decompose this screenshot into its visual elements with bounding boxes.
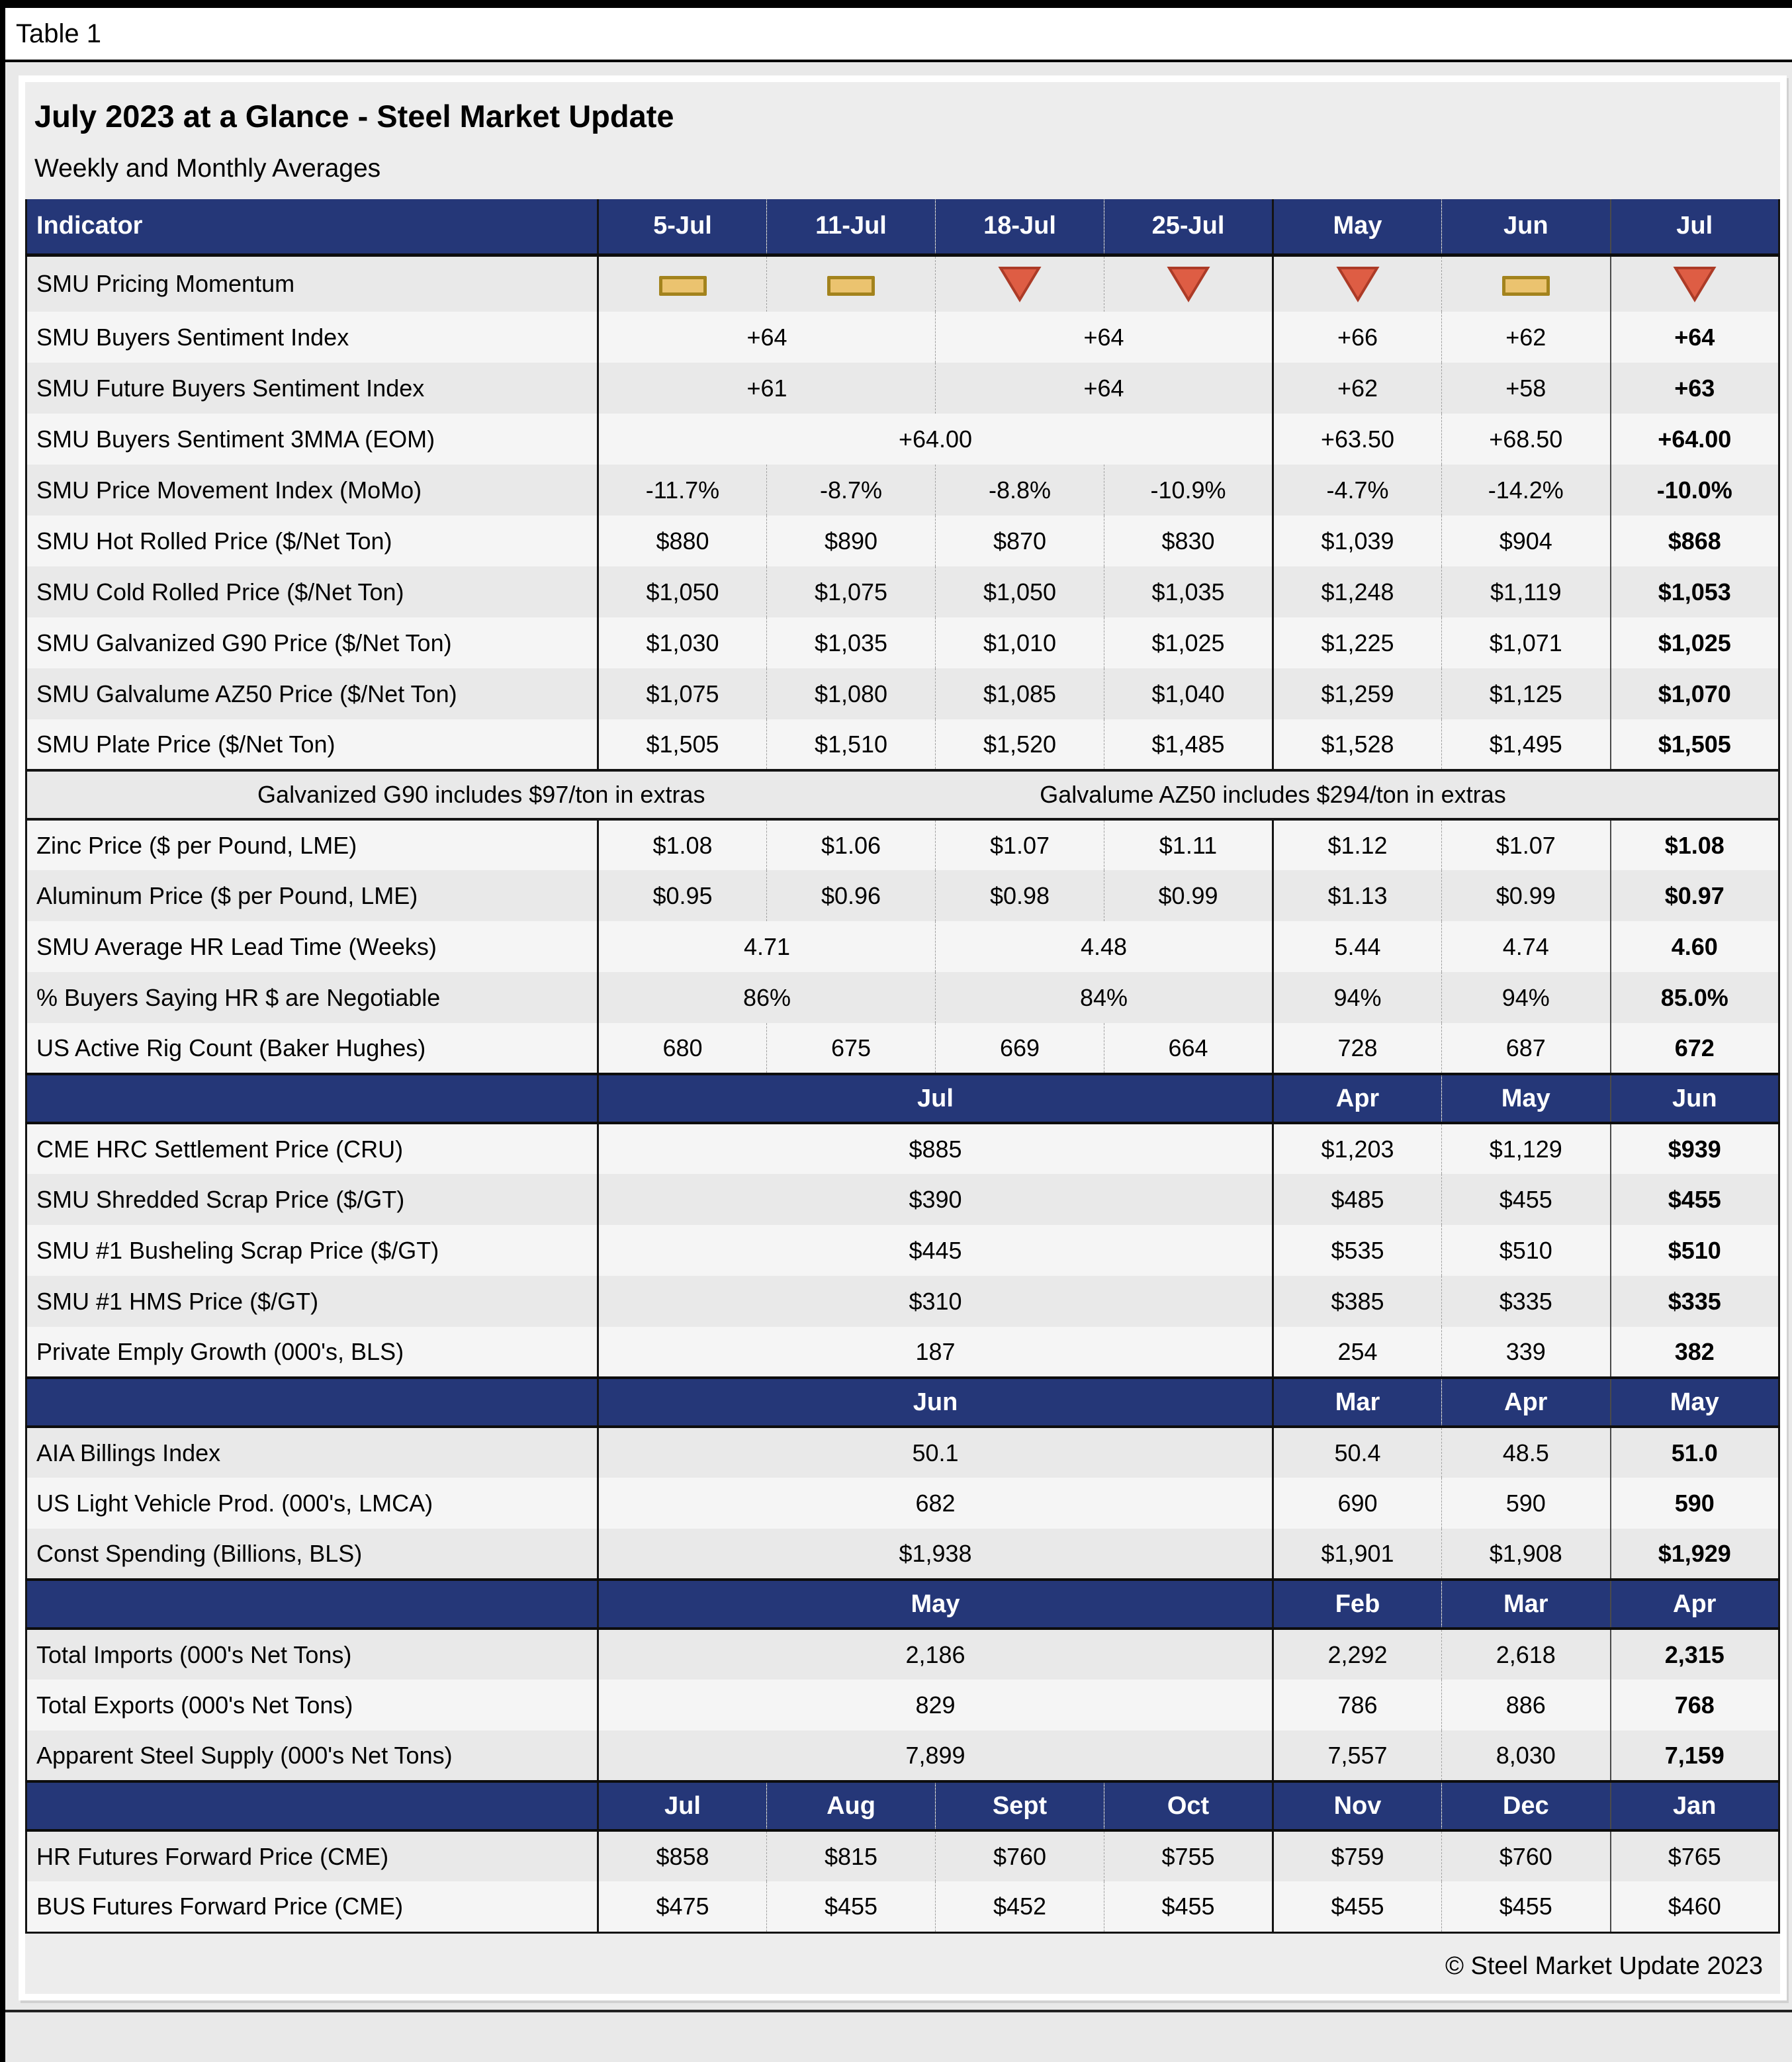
row-label: SMU Galvanized G90 Price ($/Net Ton) [26,617,598,668]
value-cell: $1,035 [767,617,936,668]
value-cell: $310 [598,1276,1273,1327]
row-label [26,1378,598,1427]
value-cell: $335 [1611,1276,1779,1327]
value-cell: 4.48 [936,921,1273,972]
value-cell: +64 [936,312,1273,363]
period-header-cell: Apr [1442,1378,1611,1427]
page-title: July 2023 at a Glance - Steel Market Update [34,99,674,134]
table-row [26,414,1779,465]
value-cell: $485 [1273,1174,1442,1225]
section-header-row [26,1074,1779,1123]
glance-table-body [26,199,1779,1932]
momentum-down-icon [1167,265,1210,303]
value-cell: $1,050 [936,566,1104,617]
table-row [26,1529,1779,1580]
value-cell: $0.95 [598,870,767,921]
value-cell: $1.08 [598,819,767,870]
row-label: HR Futures Forward Price (CME) [26,1830,598,1881]
value-cell: $1,071 [1442,617,1611,668]
value-cell: +61 [598,363,936,414]
value-cell: $1,129 [1442,1123,1611,1174]
glance-table [25,199,1780,1934]
value-cell: $1,248 [1273,566,1442,617]
table-tab-strip [5,8,1792,62]
value-cell: 590 [1442,1478,1611,1529]
value-cell: $1.06 [767,819,936,870]
value-cell: +64 [598,312,936,363]
row-label: SMU Average HR Lead Time (Weeks) [26,921,598,972]
value-cell: -14.2% [1442,465,1611,516]
period-header-cell: Jun [1442,199,1611,255]
value-cell: $510 [1611,1225,1779,1276]
table-row [26,1123,1779,1174]
value-cell: $1,025 [1104,617,1273,668]
table-row [26,1327,1779,1378]
value-cell: 50.1 [598,1427,1273,1478]
table-row [26,668,1779,719]
period-header-cell: 25-Jul [1104,199,1273,255]
value-cell: +64.00 [598,414,1273,465]
value-cell: $1,505 [598,719,767,770]
glance-card [19,75,1787,2000]
table-row [26,870,1779,921]
value-cell: $0.97 [1611,870,1779,921]
row-label: SMU Price Movement Index (MoMo) [26,465,598,516]
period-header-cell: Sept [936,1781,1104,1830]
period-header-cell: 18-Jul [936,199,1104,255]
period-header-cell: Jul [1611,199,1779,255]
value-cell: $475 [598,1881,767,1932]
extras-note-row [26,770,1779,819]
table-row [26,1478,1779,1529]
section-header-row [26,1781,1779,1830]
copyright-note: © Steel Market Update 2023 [1445,1951,1763,1980]
value-cell: -11.7% [598,465,767,516]
value-cell: $0.99 [1442,870,1611,921]
momentum-neutral-icon [1502,276,1550,296]
table-row [26,1730,1779,1781]
value-cell: 382 [1611,1327,1779,1378]
table-row [26,819,1779,870]
table-tab-label: Table 1 [16,19,101,48]
table-row [26,312,1779,363]
row-label: Total Exports (000's Net Tons) [26,1680,598,1730]
period-header-cell: May [598,1580,1273,1629]
value-cell: $1,938 [598,1529,1273,1580]
value-cell: $455 [767,1881,936,1932]
momentum-cell [1442,255,1611,312]
table-row [26,972,1779,1023]
momentum-cell [1611,255,1779,312]
value-cell: $1,485 [1104,719,1273,770]
value-cell: $1.07 [936,819,1104,870]
page-subtitle: Weekly and Monthly Averages [34,154,381,183]
table-row [26,1629,1779,1680]
value-cell: $885 [598,1123,1273,1174]
value-cell: $455 [1442,1881,1611,1932]
momentum-down-icon [1673,265,1717,303]
glance-card-inner [25,82,1780,1994]
momentum-cell [598,255,767,312]
table-row [26,1276,1779,1327]
value-cell: $1,035 [1104,566,1273,617]
row-label: SMU Galvalume AZ50 Price ($/Net Ton) [26,668,598,719]
period-header-cell: May [1273,199,1442,255]
momentum-down-icon [998,265,1042,303]
table-row [26,1830,1779,1881]
value-cell: $455 [1104,1881,1273,1932]
momentum-cell [767,255,936,312]
value-cell: $1,040 [1104,668,1273,719]
row-label: US Active Rig Count (Baker Hughes) [26,1023,598,1074]
page-bottom-rule [5,2010,1792,2012]
value-cell: 254 [1273,1327,1442,1378]
table-row [26,465,1779,516]
value-cell: +62 [1273,363,1442,414]
value-cell: $904 [1442,516,1611,566]
table-row [26,1881,1779,1932]
value-cell: -10.0% [1611,465,1779,516]
value-cell: $1,070 [1611,668,1779,719]
value-cell: $0.99 [1104,870,1273,921]
value-cell: +64.00 [1611,414,1779,465]
value-cell: $0.98 [936,870,1104,921]
table-row [26,1174,1779,1225]
extras-note [1611,770,1779,819]
period-header-cell: Jun [1611,1074,1779,1123]
row-label: US Light Vehicle Prod. (000's, LMCA) [26,1478,598,1529]
value-cell: $1,080 [767,668,936,719]
row-label: Private Emply Growth (000's, BLS) [26,1327,598,1378]
row-label: % Buyers Saying HR $ are Negotiable [26,972,598,1023]
extras-note: Galvanized G90 includes $97/ton in extras [26,770,936,819]
value-cell: $1.07 [1442,819,1611,870]
value-cell: -4.7% [1273,465,1442,516]
value-cell: $1,259 [1273,668,1442,719]
period-header-cell: Mar [1442,1580,1611,1629]
row-label: SMU Shredded Scrap Price ($/GT) [26,1174,598,1225]
table-row [26,719,1779,770]
value-cell: $858 [598,1830,767,1881]
value-cell: $760 [1442,1830,1611,1881]
value-cell: $1.11 [1104,819,1273,870]
value-cell: $1,901 [1273,1529,1442,1580]
value-cell: $1.08 [1611,819,1779,870]
period-header-cell: Feb [1273,1580,1442,1629]
value-cell: 2,292 [1273,1629,1442,1680]
value-cell: 2,618 [1442,1629,1611,1680]
value-cell: 48.5 [1442,1427,1611,1478]
value-cell: $455 [1273,1881,1442,1932]
value-cell: $455 [1611,1174,1779,1225]
value-cell: $755 [1104,1830,1273,1881]
value-cell: +68.50 [1442,414,1611,465]
value-cell: $868 [1611,516,1779,566]
table-row [26,1427,1779,1478]
row-label [26,1781,598,1830]
row-label: SMU Cold Rolled Price ($/Net Ton) [26,566,598,617]
value-cell: 675 [767,1023,936,1074]
value-cell: $1,085 [936,668,1104,719]
value-cell: -8.8% [936,465,1104,516]
table-row [26,617,1779,668]
row-label: SMU Pricing Momentum [26,255,598,312]
value-cell: 672 [1611,1023,1779,1074]
extras-note: Galvalume AZ50 includes $294/ton in extras [936,770,1611,819]
value-cell: 664 [1104,1023,1273,1074]
value-cell: $460 [1611,1881,1779,1932]
momentum-cell [1104,255,1273,312]
value-cell: 187 [598,1327,1273,1378]
value-cell: 682 [598,1478,1273,1529]
period-header-cell: Oct [1104,1781,1273,1830]
momentum-neutral-icon [827,276,875,296]
period-header-cell: Aug [767,1781,936,1830]
value-cell: $1,039 [1273,516,1442,566]
period-header-cell: Jul [598,1781,767,1830]
row-label: SMU Buyers Sentiment Index [26,312,598,363]
row-label: Total Imports (000's Net Tons) [26,1629,598,1680]
value-cell: +63 [1611,363,1779,414]
value-cell: 2,315 [1611,1629,1779,1680]
value-cell: $1,203 [1273,1123,1442,1174]
value-cell: $1,053 [1611,566,1779,617]
value-cell: 51.0 [1611,1427,1779,1478]
row-label: Const Spending (Billions, BLS) [26,1529,598,1580]
value-cell: 786 [1273,1680,1442,1730]
value-cell: 50.4 [1273,1427,1442,1478]
value-cell: $1,025 [1611,617,1779,668]
value-cell: 339 [1442,1327,1611,1378]
row-label: SMU Hot Rolled Price ($/Net Ton) [26,516,598,566]
momentum-cell [936,255,1104,312]
value-cell: +62 [1442,312,1611,363]
value-cell: 85.0% [1611,972,1779,1023]
row-label: BUS Futures Forward Price (CME) [26,1881,598,1932]
value-cell: 4.71 [598,921,936,972]
value-cell: $510 [1442,1225,1611,1276]
value-cell: $335 [1442,1276,1611,1327]
value-cell: $939 [1611,1123,1779,1174]
value-cell: $390 [598,1174,1273,1225]
row-label: SMU Future Buyers Sentiment Index [26,363,598,414]
value-cell: $870 [936,516,1104,566]
value-cell: 86% [598,972,936,1023]
column-indicator-header: Indicator [26,199,598,255]
value-cell: $760 [936,1830,1104,1881]
row-label: CME HRC Settlement Price (CRU) [26,1123,598,1174]
value-cell: 7,899 [598,1730,1273,1781]
table-row [26,1225,1779,1276]
period-header-cell: Mar [1273,1378,1442,1427]
momentum-cell [1273,255,1442,312]
value-cell: $1,119 [1442,566,1611,617]
row-label: AIA Billings Index [26,1427,598,1478]
period-header-cell: Apr [1611,1580,1779,1629]
value-cell: 768 [1611,1680,1779,1730]
value-cell: 690 [1273,1478,1442,1529]
row-label: SMU #1 HMS Price ($/GT) [26,1276,598,1327]
value-cell: 84% [936,972,1273,1023]
value-cell: 8,030 [1442,1730,1611,1781]
value-cell: 7,557 [1273,1730,1442,1781]
row-label: Aluminum Price ($ per Pound, LME) [26,870,598,921]
table-row [26,516,1779,566]
value-cell: 5.44 [1273,921,1442,972]
value-cell: -8.7% [767,465,936,516]
value-cell: $815 [767,1830,936,1881]
value-cell: $759 [1273,1830,1442,1881]
value-cell: $1,528 [1273,719,1442,770]
value-cell: $385 [1273,1276,1442,1327]
value-cell: 94% [1273,972,1442,1023]
value-cell: $1,125 [1442,668,1611,719]
value-cell: $1,030 [598,617,767,668]
value-cell: $1,929 [1611,1529,1779,1580]
value-cell: +66 [1273,312,1442,363]
period-header-cell: May [1442,1074,1611,1123]
table-row [26,1023,1779,1074]
table-row [26,921,1779,972]
period-header-cell: Jul [598,1074,1273,1123]
row-label: SMU Plate Price ($/Net Ton) [26,719,598,770]
value-cell: $1,520 [936,719,1104,770]
row-label [26,1580,598,1629]
period-header-cell: May [1611,1378,1779,1427]
table-row [26,1680,1779,1730]
value-cell: $1.12 [1273,819,1442,870]
value-cell: 886 [1442,1680,1611,1730]
section-header-row [26,1580,1779,1629]
value-cell: $1,050 [598,566,767,617]
value-cell: 680 [598,1023,767,1074]
value-cell: $765 [1611,1830,1779,1881]
value-cell: 7,159 [1611,1730,1779,1781]
value-cell: 590 [1611,1478,1779,1529]
row-label: Apparent Steel Supply (000's Net Tons) [26,1730,598,1781]
value-cell: +63.50 [1273,414,1442,465]
value-cell: $535 [1273,1225,1442,1276]
value-cell: $452 [936,1881,1104,1932]
value-cell: +64 [936,363,1273,414]
period-header-cell: Dec [1442,1781,1611,1830]
value-cell: $1,075 [598,668,767,719]
value-cell: $1,010 [936,617,1104,668]
period-header-cell: Apr [1273,1074,1442,1123]
period-header-cell: Jun [598,1378,1273,1427]
value-cell: $830 [1104,516,1273,566]
value-cell: $0.96 [767,870,936,921]
value-cell: 669 [936,1023,1104,1074]
table-row [26,255,1779,312]
table-header-row [26,199,1779,255]
value-cell: 2,186 [598,1629,1273,1680]
period-header-cell: 5-Jul [598,199,767,255]
row-label: SMU #1 Busheling Scrap Price ($/GT) [26,1225,598,1276]
value-cell: 94% [1442,972,1611,1023]
value-cell: 829 [598,1680,1273,1730]
row-label: SMU Buyers Sentiment 3MMA (EOM) [26,414,598,465]
table-row [26,566,1779,617]
value-cell: $890 [767,516,936,566]
value-cell: $1,225 [1273,617,1442,668]
row-label: Zinc Price ($ per Pound, LME) [26,819,598,870]
value-cell: $1,908 [1442,1529,1611,1580]
value-cell: -10.9% [1104,465,1273,516]
section-header-row [26,1378,1779,1427]
value-cell: 687 [1442,1023,1611,1074]
value-cell: 728 [1273,1023,1442,1074]
table-row [26,363,1779,414]
period-header-cell: 11-Jul [767,199,936,255]
value-cell: $455 [1442,1174,1611,1225]
value-cell: 4.60 [1611,921,1779,972]
period-header-cell: Nov [1273,1781,1442,1830]
value-cell: $880 [598,516,767,566]
page-area [5,62,1792,2000]
value-cell: $1,075 [767,566,936,617]
period-header-cell: Jan [1611,1781,1779,1830]
value-cell: $1,495 [1442,719,1611,770]
momentum-down-icon [1336,265,1380,303]
momentum-neutral-icon [659,276,707,296]
value-cell: $1,510 [767,719,936,770]
row-label [26,1074,598,1123]
value-cell: +64 [1611,312,1779,363]
value-cell: +58 [1442,363,1611,414]
value-cell: $1.13 [1273,870,1442,921]
value-cell: $1,505 [1611,719,1779,770]
value-cell: $445 [598,1225,1273,1276]
value-cell: 4.74 [1442,921,1611,972]
